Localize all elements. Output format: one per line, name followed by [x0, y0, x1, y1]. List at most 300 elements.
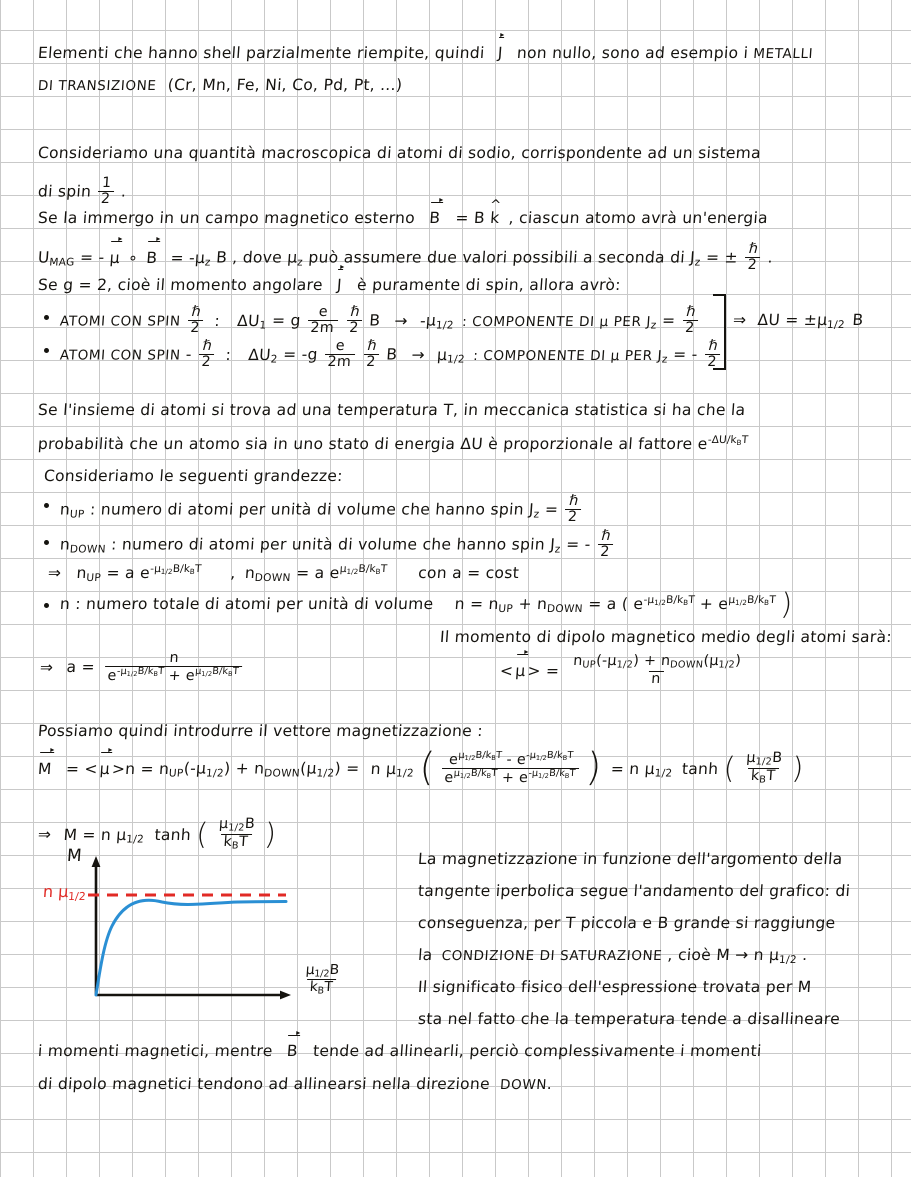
mid-2: ) + n	[632, 653, 671, 669]
mu-sub: 1/2	[755, 756, 773, 768]
x-axis-label	[299, 964, 345, 997]
kb-sub: B	[153, 669, 159, 678]
mu-symbol: μ	[425, 311, 437, 330]
exponent-2	[339, 563, 387, 575]
fraction-tanh-arg	[214, 817, 258, 851]
arrow-icon: →	[410, 345, 426, 364]
commentary-text-1: La magnetizzazione in funzione dell'argomento della	[417, 850, 844, 868]
exponent-1	[150, 563, 202, 575]
exp-mu: -μ	[528, 767, 539, 779]
k: k	[222, 833, 233, 850]
exponent-1	[117, 666, 165, 677]
spin-label: ATOMI CON SPIN	[59, 313, 182, 330]
fraction-a	[104, 651, 243, 683]
n-subscript-up: UP	[69, 508, 85, 521]
paragraph-4-line-1	[37, 276, 621, 294]
p3-text-b: = B	[454, 209, 486, 227]
p4-text-b: è puramente di spin, allora avrò:	[356, 276, 622, 294]
statmech-line-1	[37, 401, 746, 419]
mu-sub-2: 1/2	[718, 659, 736, 671]
exp-tail: B/k	[211, 665, 229, 677]
open-paren-med: (	[722, 751, 737, 786]
frac-den: 2	[346, 320, 362, 336]
fraction-x-axis	[301, 963, 343, 996]
n-up-sub: UP	[497, 603, 514, 616]
saturation-text: n μ	[42, 882, 70, 901]
implies-arrow-icon: ⇒	[732, 311, 747, 329]
fraction-e-2m	[324, 339, 356, 369]
e-1: e	[448, 752, 459, 769]
result-sub: 1/2	[654, 767, 673, 780]
frac-num	[215, 817, 258, 834]
exp-t: T	[380, 563, 388, 575]
frac-num	[302, 963, 342, 979]
exp-tail: B/k	[137, 665, 154, 677]
exp-mu-sub: 1/2	[464, 754, 476, 763]
kb-sub: B	[317, 985, 325, 997]
kb-sub: B	[763, 598, 770, 607]
close-paren-big: )	[584, 745, 604, 791]
colon: :	[225, 345, 232, 364]
frac-num: ℏ	[685, 304, 697, 320]
paragraph-3-line-2	[37, 243, 774, 273]
statmech-line-2	[37, 434, 748, 453]
commentary-line-3	[417, 914, 836, 932]
p1-text-a: Elementi che hanno shell parzialmente riempite, quindi	[37, 44, 486, 62]
close: )	[734, 653, 742, 669]
kb-sub: B	[227, 669, 233, 678]
quantity-desc: : numero di atomi per unità di volume che hanno spin J	[110, 535, 556, 554]
kb-sub: B	[189, 567, 196, 576]
coef-sub: 1/2	[395, 767, 415, 780]
eq-1: = a e	[105, 564, 151, 583]
fraction-hbar-2	[363, 339, 380, 369]
statmech-line-3	[43, 467, 343, 485]
kb-sub: B	[682, 598, 689, 607]
mu-sub-2: 1/2	[316, 767, 335, 780]
plus-e: + e	[168, 667, 196, 684]
bracket-result	[732, 311, 864, 331]
mu-sub: 1/2	[616, 659, 634, 671]
quantity-desc: : numero di atomi per unità di volume che hanno spin J	[89, 500, 535, 519]
exp-t: T	[569, 767, 577, 779]
n-down-sub: DOWN	[546, 603, 584, 616]
mu-sign: -	[419, 311, 427, 330]
statmech-text-3: Consideriamo le seguenti grandezze:	[43, 467, 344, 485]
fraction-mean-mu	[568, 654, 744, 686]
frac-den: 2m	[307, 320, 338, 336]
a-equals: a =	[65, 658, 96, 677]
exp-mu: μ	[339, 563, 348, 575]
frac-num: n	[169, 650, 180, 666]
y-axis-label: M	[66, 846, 83, 866]
exp-mu-sub: 1/2	[346, 567, 359, 576]
result-eq: = n μ	[610, 759, 656, 778]
kb-sub: B	[758, 774, 767, 786]
a-formula	[39, 652, 245, 684]
p3-eq-d: può assumere due valori possibili a seconda di J	[307, 248, 696, 267]
jz-sub: z	[694, 256, 701, 269]
exp-mu-sub: 1/2	[535, 754, 548, 763]
kb-sub: B	[375, 567, 381, 576]
saturation-condition-caps: CONDIZIONE DI SATURAZIONE	[441, 948, 663, 964]
exp-mu-sub: 1/2	[653, 598, 667, 607]
frac-den: 2	[363, 354, 379, 370]
quantity-bullet-down	[59, 530, 616, 560]
coef-n-mu: n μ	[370, 759, 397, 778]
p3-text-c: , ciascun atomo avrà un'energia	[508, 209, 769, 227]
eq-sign: =	[565, 535, 581, 554]
p1-text-metalli: METALLI	[752, 46, 814, 62]
n-symbol: n	[59, 500, 71, 519]
m-lhs: = <μ>n = n	[65, 759, 170, 778]
statmech-text-1: Se l'insieme di atomi si trova ad una temperatura T, in meccanica statistica si ha che la	[37, 401, 747, 419]
exp-mu: -μ	[116, 665, 128, 677]
kb-sub: B	[231, 840, 240, 852]
commentary-lc: , cioè M → n μ	[666, 946, 780, 964]
frac-den	[441, 768, 579, 785]
exp-tail: B/k	[548, 767, 566, 779]
frac-num: ℏ	[366, 338, 378, 354]
n-symbol: n	[59, 595, 71, 614]
mu-subscript: 1/2	[446, 353, 466, 366]
frac-num: ℏ	[707, 338, 719, 354]
spin-bullet-1	[59, 306, 701, 336]
mid-2: ) + n	[223, 759, 266, 778]
paragraph-2-line-1	[37, 144, 761, 162]
exp-mu: μ	[453, 767, 461, 779]
exp-mu-sub: 1/2	[734, 598, 748, 607]
exp-tail: B/k	[746, 594, 765, 606]
frac-den	[747, 768, 779, 786]
frac-num: e	[335, 338, 346, 354]
exp-t: T	[491, 767, 498, 779]
frac-num: ℏ	[190, 304, 202, 320]
spin-sign: -	[185, 345, 193, 364]
p1-text-b: non nullo, sono ad esempio i	[516, 44, 749, 62]
mu: μ	[218, 816, 229, 832]
commentary-line-4	[417, 946, 808, 966]
magnetization-text: Possiamo quindi introdurre il vettore magnetizzazione :	[37, 722, 484, 740]
mu-sub: 1/2	[227, 822, 246, 834]
eq-sign: = -	[672, 345, 699, 364]
frac-den: 2m	[324, 354, 355, 370]
mu: μ	[305, 962, 316, 978]
jz-sub: z	[661, 353, 669, 366]
jz-sub: z	[554, 543, 562, 556]
frac-num: ℏ	[748, 241, 759, 257]
saturation-sub: 1/2	[67, 890, 87, 904]
fraction-hbar-2	[346, 305, 363, 335]
component-desc: : COMPONENTE DI μ PER J	[472, 347, 663, 364]
exp-mu-sub: 1/2	[459, 771, 472, 780]
total-n-desc: : numero totale di atomi per unità di volume	[74, 595, 435, 614]
t: T	[765, 767, 776, 784]
bullet-marker	[44, 603, 49, 608]
p2-spin-text: di spin	[37, 182, 92, 201]
bullet-marker	[44, 503, 49, 508]
n-down-sub: DOWN	[254, 572, 292, 585]
p1-transizione-caps: DI TRANSIZIONE	[37, 78, 158, 94]
exp-tail: B/k	[470, 767, 488, 779]
implies-arrow-icon: ⇒	[37, 825, 52, 844]
p1-element-list: (Cr, Mn, Fe, Ni, Co, Pd, Pt, ...)	[167, 76, 403, 94]
eq-sign-g: = g	[271, 311, 302, 330]
tanh-curve	[96, 900, 286, 995]
u-symbol: U	[37, 248, 51, 267]
exponent-2	[526, 750, 574, 761]
n-up-sub: UP	[581, 659, 597, 671]
fraction-hbar-two	[597, 529, 614, 559]
exp-mu-sub: 1/2	[160, 567, 173, 576]
exp-t: T	[687, 594, 696, 606]
p4-text-a: Se g = 2, cioè il momento angolare	[37, 276, 324, 294]
n-down-sub: DOWN	[263, 767, 301, 780]
closing-text-b: tende ad allinearli, perciò complessivamente i momenti	[312, 1042, 763, 1060]
u-subscript: MAG	[48, 256, 75, 269]
frac-num	[570, 654, 745, 671]
eq-sign: ) =	[334, 759, 361, 778]
b-field: B	[244, 816, 256, 832]
exp-part-1: -ΔU/k	[707, 434, 738, 446]
n-down: n	[244, 564, 256, 583]
paragraph-2-line-2	[37, 177, 127, 207]
t: T	[238, 833, 249, 850]
commentary-la: la	[417, 946, 434, 964]
delta-u-sub: 1	[259, 319, 267, 332]
vector-b-symbol-3: B	[286, 1042, 299, 1060]
frac-num: ℏ	[568, 493, 580, 509]
frac-den: 2	[704, 354, 720, 370]
frac-den	[220, 834, 252, 852]
mid-1: (-μ	[183, 759, 207, 778]
period: .	[767, 248, 774, 267]
n-up: n	[572, 653, 584, 669]
plus-n: + n	[517, 595, 548, 614]
eq-start: n = n	[454, 595, 500, 614]
exp-mu-sub: 1/2	[126, 669, 138, 678]
exp-tail: B/k	[546, 750, 564, 762]
mu: μ	[745, 750, 757, 766]
tanh-label: tanh	[681, 759, 720, 778]
comma: ,	[229, 564, 237, 583]
b-field: B	[771, 750, 783, 766]
exp-t: T	[768, 594, 777, 606]
tanh-label: tanh	[153, 825, 192, 844]
b-field: B	[851, 311, 865, 329]
frac-num: e	[318, 304, 329, 320]
mu-subscript: 1/2	[826, 318, 846, 331]
fraction-one-half	[97, 176, 114, 206]
mid-3: (μ	[299, 759, 318, 778]
period: .	[546, 1075, 553, 1093]
constant-note: con a = cost	[417, 564, 520, 583]
n-subscript-down: DOWN	[69, 543, 107, 556]
frac-num: ℏ	[202, 338, 213, 354]
magnetization-chart	[38, 846, 388, 1015]
mean-mu-lhs: <μ> =	[499, 661, 560, 680]
p2-text: Consideriamo una quantità macroscopica di atomi di sodio, corrispondente ad un sistema	[37, 144, 762, 162]
frac-num	[445, 751, 576, 767]
exp-mu: μ	[457, 750, 466, 762]
exp-t: T	[232, 665, 240, 677]
statmech-text-2: probabilità che un atomo sia in uno stato di energia ΔU è proporzionale al fattore e	[37, 435, 709, 454]
m-equals: M = n μ	[62, 825, 128, 844]
frac-num	[743, 751, 786, 768]
exponent-2	[728, 594, 776, 606]
total-n-bullet	[59, 586, 794, 621]
kb-sub: B	[490, 754, 497, 763]
frac-den: n	[648, 671, 664, 687]
boltzmann-exponent	[707, 434, 748, 446]
mu-sub: 1/2	[125, 833, 145, 846]
delta-u-2: ΔU	[247, 345, 272, 364]
k: k	[750, 767, 761, 784]
boltzmann-line	[47, 563, 520, 584]
implies-arrow-icon: ⇒	[39, 658, 54, 677]
delta-u-result: ΔU = ±μ	[756, 311, 828, 329]
closing-line-1	[37, 1042, 762, 1060]
close-paren-med: )	[790, 751, 805, 786]
dot-operator: ∘	[127, 248, 139, 267]
eq-open: = a ( e	[587, 595, 644, 614]
n-symbol: n	[59, 535, 71, 554]
eq-2: = a e	[295, 564, 341, 583]
exp-mu: μ	[728, 594, 736, 606]
bullet-marker	[44, 348, 49, 353]
spin-bullet-2	[59, 340, 723, 370]
mean-moment-formula	[499, 655, 747, 687]
minus-sign: -	[584, 535, 592, 554]
b-field: B	[329, 962, 340, 978]
exp-t: T	[194, 563, 202, 575]
fraction-e-2m	[307, 305, 339, 335]
commentary-line-6	[417, 1010, 840, 1028]
exponent-1	[643, 594, 695, 606]
e-1: e	[107, 667, 118, 684]
fraction-hbar-two-a	[744, 242, 761, 272]
exp-part-2: T	[741, 434, 749, 446]
kb-sub: B	[562, 754, 568, 763]
frac-den: 2	[97, 191, 113, 207]
vector-m-symbol: M	[37, 759, 53, 778]
mu-sub: 1/2	[313, 968, 330, 980]
frac-num: 1	[101, 175, 113, 191]
mu-sub: 1/2	[778, 953, 798, 966]
b-field: B	[385, 345, 398, 364]
down-direction-caps: DOWN	[499, 1077, 548, 1093]
p3-eq-e: = ±	[705, 248, 739, 267]
p3-eq-a: = -	[79, 248, 106, 267]
exp-tail: B/k	[665, 594, 684, 606]
exponent-2	[195, 666, 239, 677]
eq-sign-g: = -g	[282, 345, 319, 364]
mu-symbol: μ	[436, 345, 448, 364]
plus-e: + e	[501, 769, 529, 786]
magnetization-intro	[37, 722, 483, 740]
n-up-sub: UP	[168, 767, 184, 780]
mu-sub: 1/2	[205, 767, 225, 780]
closing-text-a: i momenti magnetici, mentre	[37, 1042, 274, 1060]
exponent-2	[528, 768, 576, 779]
mu-z-sub-2: z	[296, 256, 304, 269]
mu-subscript: 1/2	[435, 319, 455, 332]
jz-sub: z	[650, 319, 657, 332]
magnetization-formula	[37, 745, 805, 791]
closing-text-c: di dipolo magnetici tendono ad allinearsi nella direzione	[37, 1075, 491, 1093]
minus-e: - e	[506, 752, 527, 769]
paragraph-1-line-1	[37, 44, 814, 62]
commentary-text-6: sta nel fatto che la temperatura tende a disallineare	[417, 1010, 841, 1028]
exp-t: T	[157, 665, 165, 677]
vector-b-symbol: B	[428, 209, 441, 227]
closing-line-2	[37, 1075, 553, 1093]
mean-moment-text: Il momento di dipolo magnetico medio degli atomi sarà:	[439, 628, 893, 646]
kb-sub: B	[736, 438, 742, 447]
commentary-text-2: tangente iperbolica segue l'andamento del grafico: di	[417, 882, 851, 900]
exp-tail: B/k	[475, 750, 492, 762]
exp-tail: B/k	[172, 563, 191, 575]
quantity-bullet-up	[59, 495, 584, 525]
paragraph-3-line-1	[37, 209, 768, 227]
exponent-1	[453, 768, 497, 779]
e-1: e	[443, 769, 455, 786]
exp-mu-sub: 1/2	[200, 669, 213, 678]
fraction-hbar-two	[198, 339, 215, 369]
x-axis-arrow-icon	[280, 991, 291, 1000]
commentary-text-5: Il significato fisico dell'espressione trovata per M	[417, 978, 813, 996]
open-paren-big: (	[417, 745, 437, 791]
grouping-bracket	[713, 294, 726, 370]
paragraph-1-line-2	[37, 76, 403, 94]
mean-moment-intro	[439, 628, 892, 646]
period: .	[120, 182, 127, 201]
commentary-line-2	[417, 882, 851, 900]
mid-3: (μ	[702, 653, 720, 669]
exponent-1	[458, 750, 502, 761]
close-paren: )	[779, 586, 794, 621]
n-up-sub: UP	[85, 572, 102, 585]
plus-e: + e	[699, 595, 729, 614]
commentary-line-5	[417, 978, 812, 996]
frac-den: 2	[744, 257, 760, 273]
spin-label: ATOMI CON SPIN	[59, 347, 182, 364]
exp-t: T	[495, 750, 503, 762]
frac-den	[306, 979, 336, 996]
jz-sub: z	[533, 508, 540, 521]
eq-sign: =	[544, 500, 559, 519]
n-up: n	[75, 564, 88, 583]
k: k	[309, 979, 319, 996]
period: .	[801, 946, 809, 964]
vector-j-symbol-2: J	[336, 276, 343, 294]
frac-den: 2	[682, 320, 698, 336]
fraction-tanh-arg	[742, 751, 786, 785]
n-down-sub: DOWN	[669, 659, 704, 671]
close-paren-med: )	[263, 817, 278, 852]
exp-t: T	[567, 750, 574, 762]
fraction-hbar-two	[564, 494, 581, 524]
exp-mu: -μ	[525, 750, 537, 762]
t: T	[323, 979, 334, 996]
eq-sign: =	[661, 311, 677, 330]
open-paren-med: (	[195, 817, 210, 852]
frac-num: ℏ	[600, 528, 612, 544]
kb-sub: B	[564, 771, 570, 780]
vector-b-symbol-2: B	[145, 248, 158, 267]
fraction-tanh-expansion	[441, 751, 580, 785]
frac-den: 2	[564, 509, 580, 525]
